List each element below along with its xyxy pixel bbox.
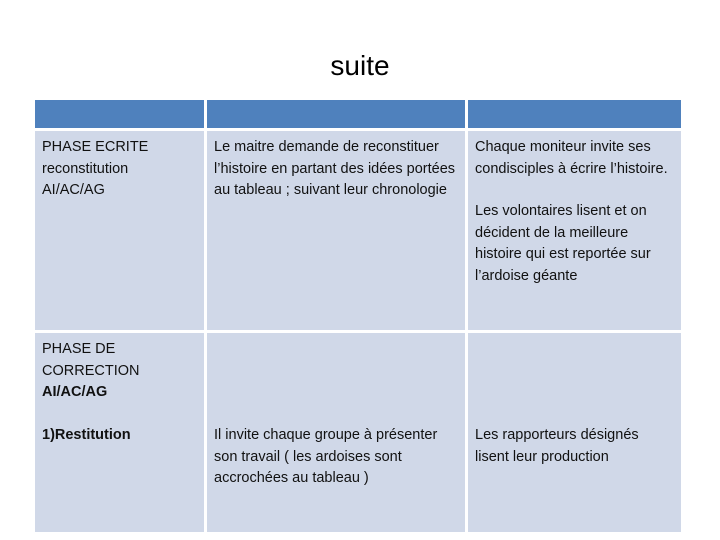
row1-pupil-text-b: Les volontaires lisent et on décident de la meilleure histoire qui est reportée sur l’ardoise géante [475, 203, 651, 284]
row1-phase-title: PHASE ECRITE [42, 139, 149, 155]
slide-title: suite [330, 50, 390, 81]
row1-teacher-text: Le maitre demande de reconstituer l’histoire en partant des idées portées au tableau ; suivant leur chronologie [214, 139, 456, 198]
row1-pupil-text-a: Chaque moniteur invite ses condisciples à écrire l’histoire. [475, 139, 668, 177]
row2-phase-step: 1)Restitution [42, 426, 131, 443]
row1-phase-groups: AI/AC/AG [42, 182, 105, 198]
row2-pupil-text: Les rapporteurs désignés lisent leur production [475, 427, 639, 465]
table-header-cell-2 [207, 100, 465, 128]
table-header-cell-1 [35, 100, 204, 128]
row1-teacher-cell [207, 131, 465, 330]
table-header-cell-3 [468, 100, 681, 128]
row1-phase-cell [35, 131, 204, 330]
row2-teacher-cell [207, 333, 465, 532]
row2-phase-heading: PHASE DE CORRECTION [42, 341, 140, 379]
row2-phase-groups: AI/AC/AG [42, 384, 108, 400]
row2-phase-cell [35, 333, 204, 532]
row2-teacher-text: Il invite chaque groupe à présenter son travail ( les ardoises sont accrochées au tableau ) [214, 427, 438, 486]
row1-phase-subtitle: reconstitution [42, 160, 129, 177]
row2-pupil-cell [468, 333, 681, 532]
row1-pupil-cell [468, 131, 681, 330]
